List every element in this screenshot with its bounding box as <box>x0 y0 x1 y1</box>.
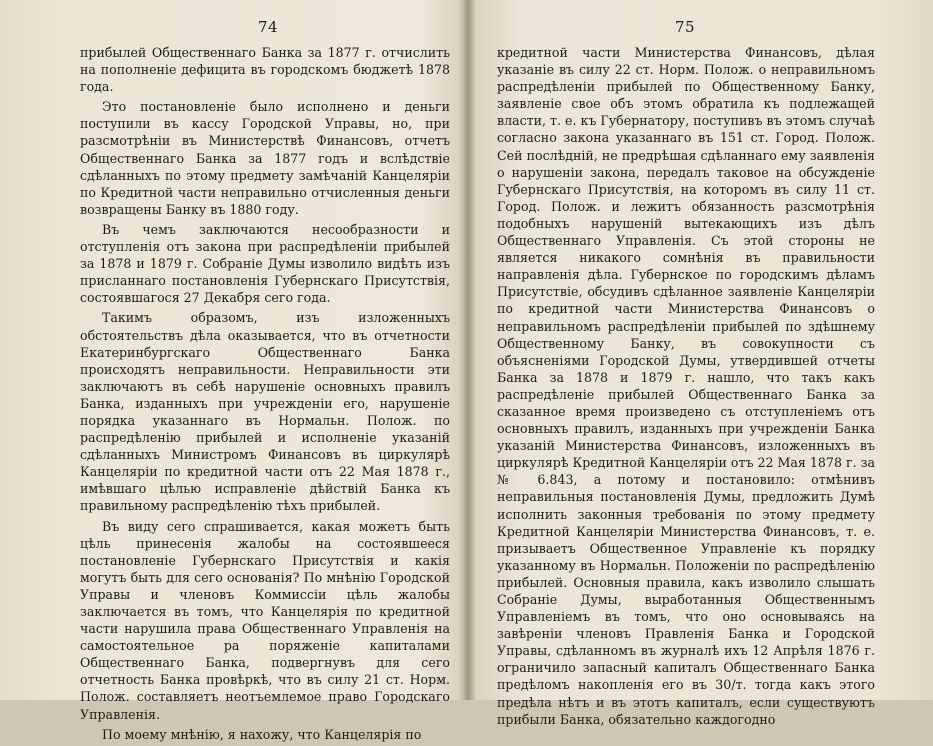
paragraph: Въ чемъ заключаются несообразности и отступленія отъ закона при распредѣленіи прибылей за 1878 и 1879 г. Собраніе Думы изволило видѣть изъ присланнаго постановленія Губернскаго Присутствія, состоявшагося 27 Декабря сего года. <box>80 221 450 306</box>
paragraph: кредитной части Министерства Финансовъ, дѣлая указаніе въ силу 22 ст. Норм. Полож. о неправильномъ распредѣленіи прибылей по Общественному Банку, заявленіе свое объ этомъ обратила къ подлежащей власти, т. е. къ Губернатору, поступивъ въ этомъ случаѣ согласно закона указаннаго въ 151 ст. Город. Полож. Сей послѣдній, не предрѣшая сдѣланнаго ему заявленія о нарушеніи закона, передалъ таковое на обсужденіе Губернскаго Присутствія, на которомъ въ силу 11 ст. Город. Полож. и лежитъ обязанность разсмотрѣнія подобныхъ нарушеній вытекающихъ изъ дѣлъ Общественнаго Управленія. Съ этой стороны не является никакого сомнѣнія въ правильности направленія дѣла. Губернское по городскимъ дѣламъ Присутствіе, обсудивъ сдѣланное заявленіе Канцеляріи по кредитной части Министерства Финансовъ о неправильномъ распредѣленіи прибылей по здѣшнему Общественному Банку, въ совокупности съ объясненіями Городской Думы, утвердившей отчеты Банка за 1878 и 1879 г. нашло, что такъ какъ распредѣленіе прибылей Общественнаго Банка за сказанное время произведено съ отступленіемъ отъ основныхъ правилъ, изданныхъ при учрежденіи Банка указаній Министерства Финансовъ, изложенныхъ въ циркулярѣ Кредитной Канцеляріи отъ 22 Мая 1878 г. за № 6.843, а потому и постановило: отмѣнивъ неправильныя постановленія Думы, предложить Думѣ исполнить законныя требованія по этому предмету Кредитной Канцеляріи Министерства Финансовъ, т. е. призываетъ Общественное Управленіе къ порядку указанному въ Нормальн. Положеніи по распредѣленію прибылей. Основныя правила, какъ изволило слышать Собраніе Думы, выработанныя Общественнымъ Управленіемъ въ томъ, что оно основываясь на завѣреніи членовъ Правленія Банка и Городской Управы, сдѣланномъ въ журналѣ ихъ 12 Апрѣля 1876 г. ограничило запасный капиталъ Общественнаго Банка предѣломъ накопленія его въ 30/т. тогда какъ этого предѣла нѣтъ и въ этотъ капиталъ, если существуютъ прибыли Банка, обязательно каждогодно <box>497 45 875 727</box>
paragraph: Въ виду сего спрашивается, какая можетъ быть цѣль принесенія жалобы на состоявшееся постановленіе Губернскаго Присутствія и какія могутъ быть для сего основанія? По мнѣнію Городской Управы и членовъ Коммиссіи цѣль жалобы заключается въ томъ, что Канцелярія по кредитной части нарушила права Общественнаго Управленія на самостоятельное ра поряженіе капиталами Общественнаго Банка, подвергнувъ для сего отчетность Банка провѣркѣ, что въ силу 21 ст. Норм. Полож. составляетъ неотъемлемое право Городскаго Управленія. <box>80 518 450 722</box>
right-page-text <box>497 44 875 731</box>
left-page <box>0 0 466 742</box>
paragraph: По моему мнѣнію, я нахожу, что Канцелярія по <box>102 726 422 742</box>
paragraph: Такимъ образомъ, изъ изложенныхъ обстоятельствъ дѣла оказывается, что въ отчетности Екатеринбургскаго Общественнаго Банка происходятъ неправильности. Неправильности эти заключаютъ въ себѣ нарушеніе основныхъ правилъ Банка, изданныхъ при учрежденіи его, нарушеніе порядка указаннаго въ Нормальн. Полож. по распредѣленію прибылей и исполненіе указаній сдѣланныхъ Министромъ Финансовъ въ циркулярѣ Канцеляріи по кредитной части отъ 22 Мая 1878 г., имѣвшаго цѣлью исправленіе дѣйствій Банка къ правильному распредѣленію тѣхъ прибылей. <box>80 310 450 514</box>
page-number-left: 74 <box>258 18 279 36</box>
paragraph: прибылей Общественнаго Банка за 1877 г. отчислить на пополненіе дефицита въ городскомъ бюджетѣ 1878 года. <box>80 45 450 95</box>
paragraph: Это постановленіе было исполнено и деньги поступили въ кассу Городской Управы, но, при разсмотрѣніи въ Министерствѣ Финансовъ, отчетъ Общественнаго Банка за 1877 годъ и вслѣдствіе сдѣланныхъ по этому предмету замѣчаній Канцеляріи по Кредитной части неправильно отчисленныя деньги возвращены Банку въ 1880 году. <box>80 99 450 217</box>
left-page-text <box>80 44 450 746</box>
page-number-right: 75 <box>675 18 696 36</box>
right-page <box>467 0 933 727</box>
